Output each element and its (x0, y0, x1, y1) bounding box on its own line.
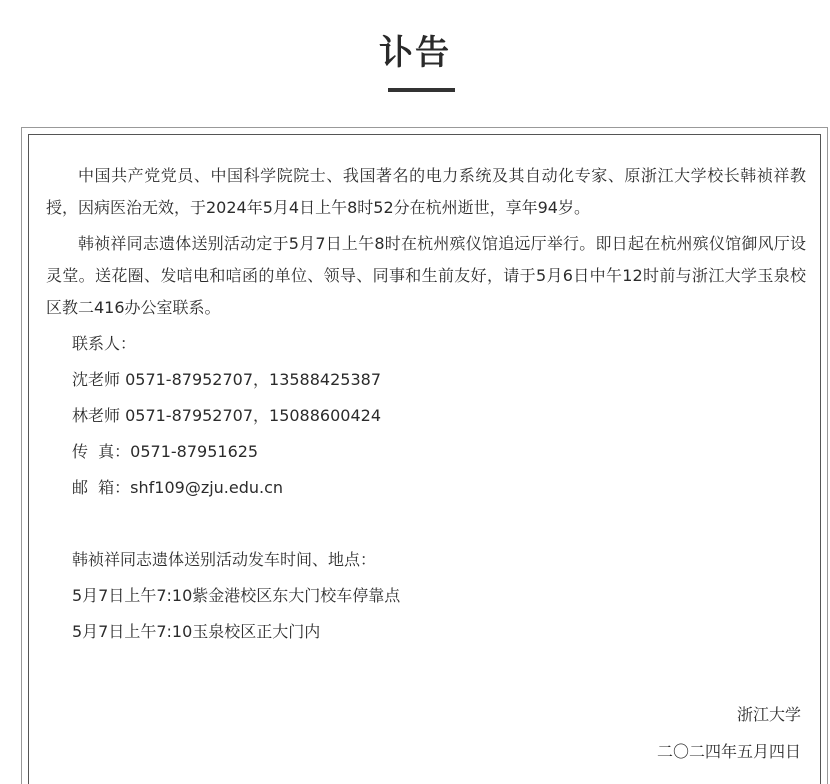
contact-email: 邮 箱：shf109@zju.edu.cn (72, 478, 284, 497)
contacts-label: 联系人： (72, 334, 137, 353)
contact-shen: 沈老师 0571-87952707，13588425387 (72, 370, 381, 389)
bus-stop-zijingang: 5月7日上午7:10紫金港校区东大门校车停靠点 (72, 586, 401, 605)
page-title: 讣告 (379, 33, 451, 73)
funeral-arrangement-paragraph: 韩祯祥同志遗体送别活动定于5月7日上午8时在杭州殡仪馆追远厅举行。即日起在杭州殡仪馆御风厅设灵堂。送花圈、发唁电和唁函的单位、领导、同事和生前友好，请于5月6日中午12时前与浙江大学玉泉校区教二416办公室联系。 (46, 234, 806, 317)
contact-lin: 林老师 0571-87952707，15088600424 (72, 406, 381, 425)
spacer (46, 506, 806, 542)
bus-heading: 韩祯祥同志遗体送别活动发车时间、地点： (72, 550, 377, 569)
contact-fax: 传 真：0571-87951625 (72, 442, 259, 461)
announcement-paragraph: 中国共产党党员、中国科学院院士、我国著名的电力系统及其自动化专家、原浙江大学校长韩祯祥教授，因病医治无效，于2024年5月4日上午8时52分在杭州逝世，享年94岁。 (46, 166, 806, 217)
title-underline (388, 88, 455, 92)
signature-date: 二〇二四年五月四日 (656, 742, 801, 761)
bus-stop-yuquan: 5月7日上午7:10玉泉校区正大门内 (72, 622, 321, 641)
signature-organization: 浙江大学 (736, 705, 801, 724)
obituary-content (46, 160, 806, 650)
